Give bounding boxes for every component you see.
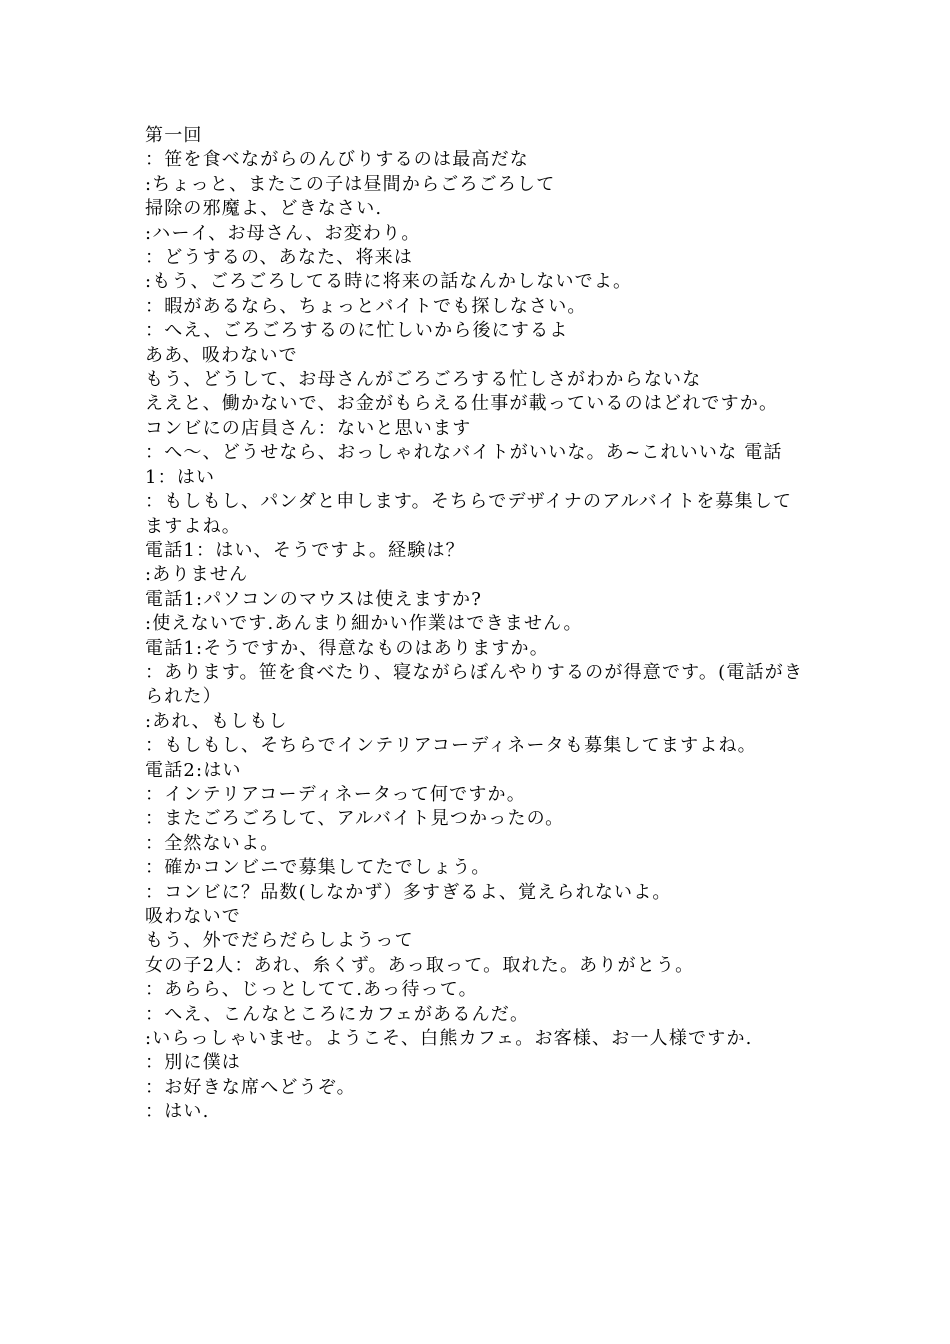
text-line: ：笹を食べながらのんびりするのは最高だな — [145, 149, 529, 171]
text-line: :使えないです.あんまり細かい作業はできません。 — [145, 613, 583, 635]
text-line: 電話1：はい、そうですよ。経験は？ — [145, 539, 465, 561]
text-line: ：コンビに？品数(しなかず）多すぎるよ、覚えられないよ。 — [145, 881, 672, 903]
text-line: 掃除の邪魔よ、どきなさい. — [145, 198, 383, 220]
text-line: ：もしもし、そちらでインテリアコーディネータも募集してますよね。 — [145, 735, 757, 757]
text-line: ：へえ、こんなところにカフェがあるんだ。 — [145, 1003, 530, 1025]
text-line: :ありません — [145, 564, 249, 586]
text-line: :ハーイ、お母さん、お変わり。 — [145, 222, 421, 244]
text-line: 第一回 — [145, 125, 203, 146]
text-line: コンビにの店員さん：ないと思います — [145, 417, 472, 439]
document-body — [145, 124, 810, 1125]
text-line: ：暇があるなら、ちょっとバイトでも探しなさい。 — [145, 295, 587, 317]
text-line: :ちょっと、またこの子は昼間からごろごろして — [145, 173, 556, 195]
text-line: もう、外でだらだらしようって — [145, 930, 414, 952]
text-line: ：全然ないよ。 — [145, 832, 280, 854]
text-line: ：あります。笹を食べたり、寝ながらぼんやりするのが得意です。(電話がきられた） — [145, 661, 804, 708]
text-line: :いらっしゃいませ。ようこそ、白熊カフェ。お客様、お一人様ですか. — [145, 1028, 753, 1050]
text-line: ：お好きな席へどうぞ。 — [145, 1076, 356, 1098]
text-line: ええと、働かないで、お金がもらえる仕事が載っているのはどれですか。 — [145, 393, 779, 415]
text-line: ：インテリアコーディネータって何ですか。 — [145, 783, 526, 805]
text-line: 吸わないで — [145, 906, 241, 927]
text-line: 電話2:はい — [145, 759, 242, 781]
text-line: 電話1:パソコンのマウスは使えますか? — [145, 588, 483, 610]
text-line: ：へ～、どうせなら、おっしゃれなバイトがいいな。あ~これいいな 電話1：はい — [145, 442, 783, 488]
text-line: ：確かコンビニで募集してたでしょう。 — [145, 857, 491, 879]
text-line: ：またごろごろして、アルバイト見つかったの。 — [145, 808, 565, 830]
text-line: ：はい. — [145, 1101, 210, 1123]
text-line: もう、どうして、お母さんがごろごろする忙しさがわからないな — [145, 369, 702, 391]
text-line: :もう、ごろごろしてる時に将来の話なんかしないでよ。 — [145, 271, 633, 293]
text-line: 女の子2人：あれ、糸くず。あっ取って。取れた。ありがとう。 — [145, 954, 695, 976]
text-line: ：へえ、ごろごろするのに忙しいから後にするよ — [145, 320, 569, 342]
text-line: ：別に僕は — [145, 1052, 241, 1074]
text-line: :あれ、もしもし — [145, 710, 288, 732]
text-line: 電話1:そうですか、得意なものはありますか。 — [145, 637, 549, 659]
text-line: ：もしもし、パンダと申します。そちらでデザイナのアルバイトを募集してますよね。 — [145, 491, 793, 537]
text-line: ああ、吸わないで — [145, 344, 298, 366]
text-line: ：どうするの、あなた、将来は — [145, 247, 414, 269]
text-line: ：あらら、じっとしてて.あっ待って。 — [145, 979, 478, 1001]
